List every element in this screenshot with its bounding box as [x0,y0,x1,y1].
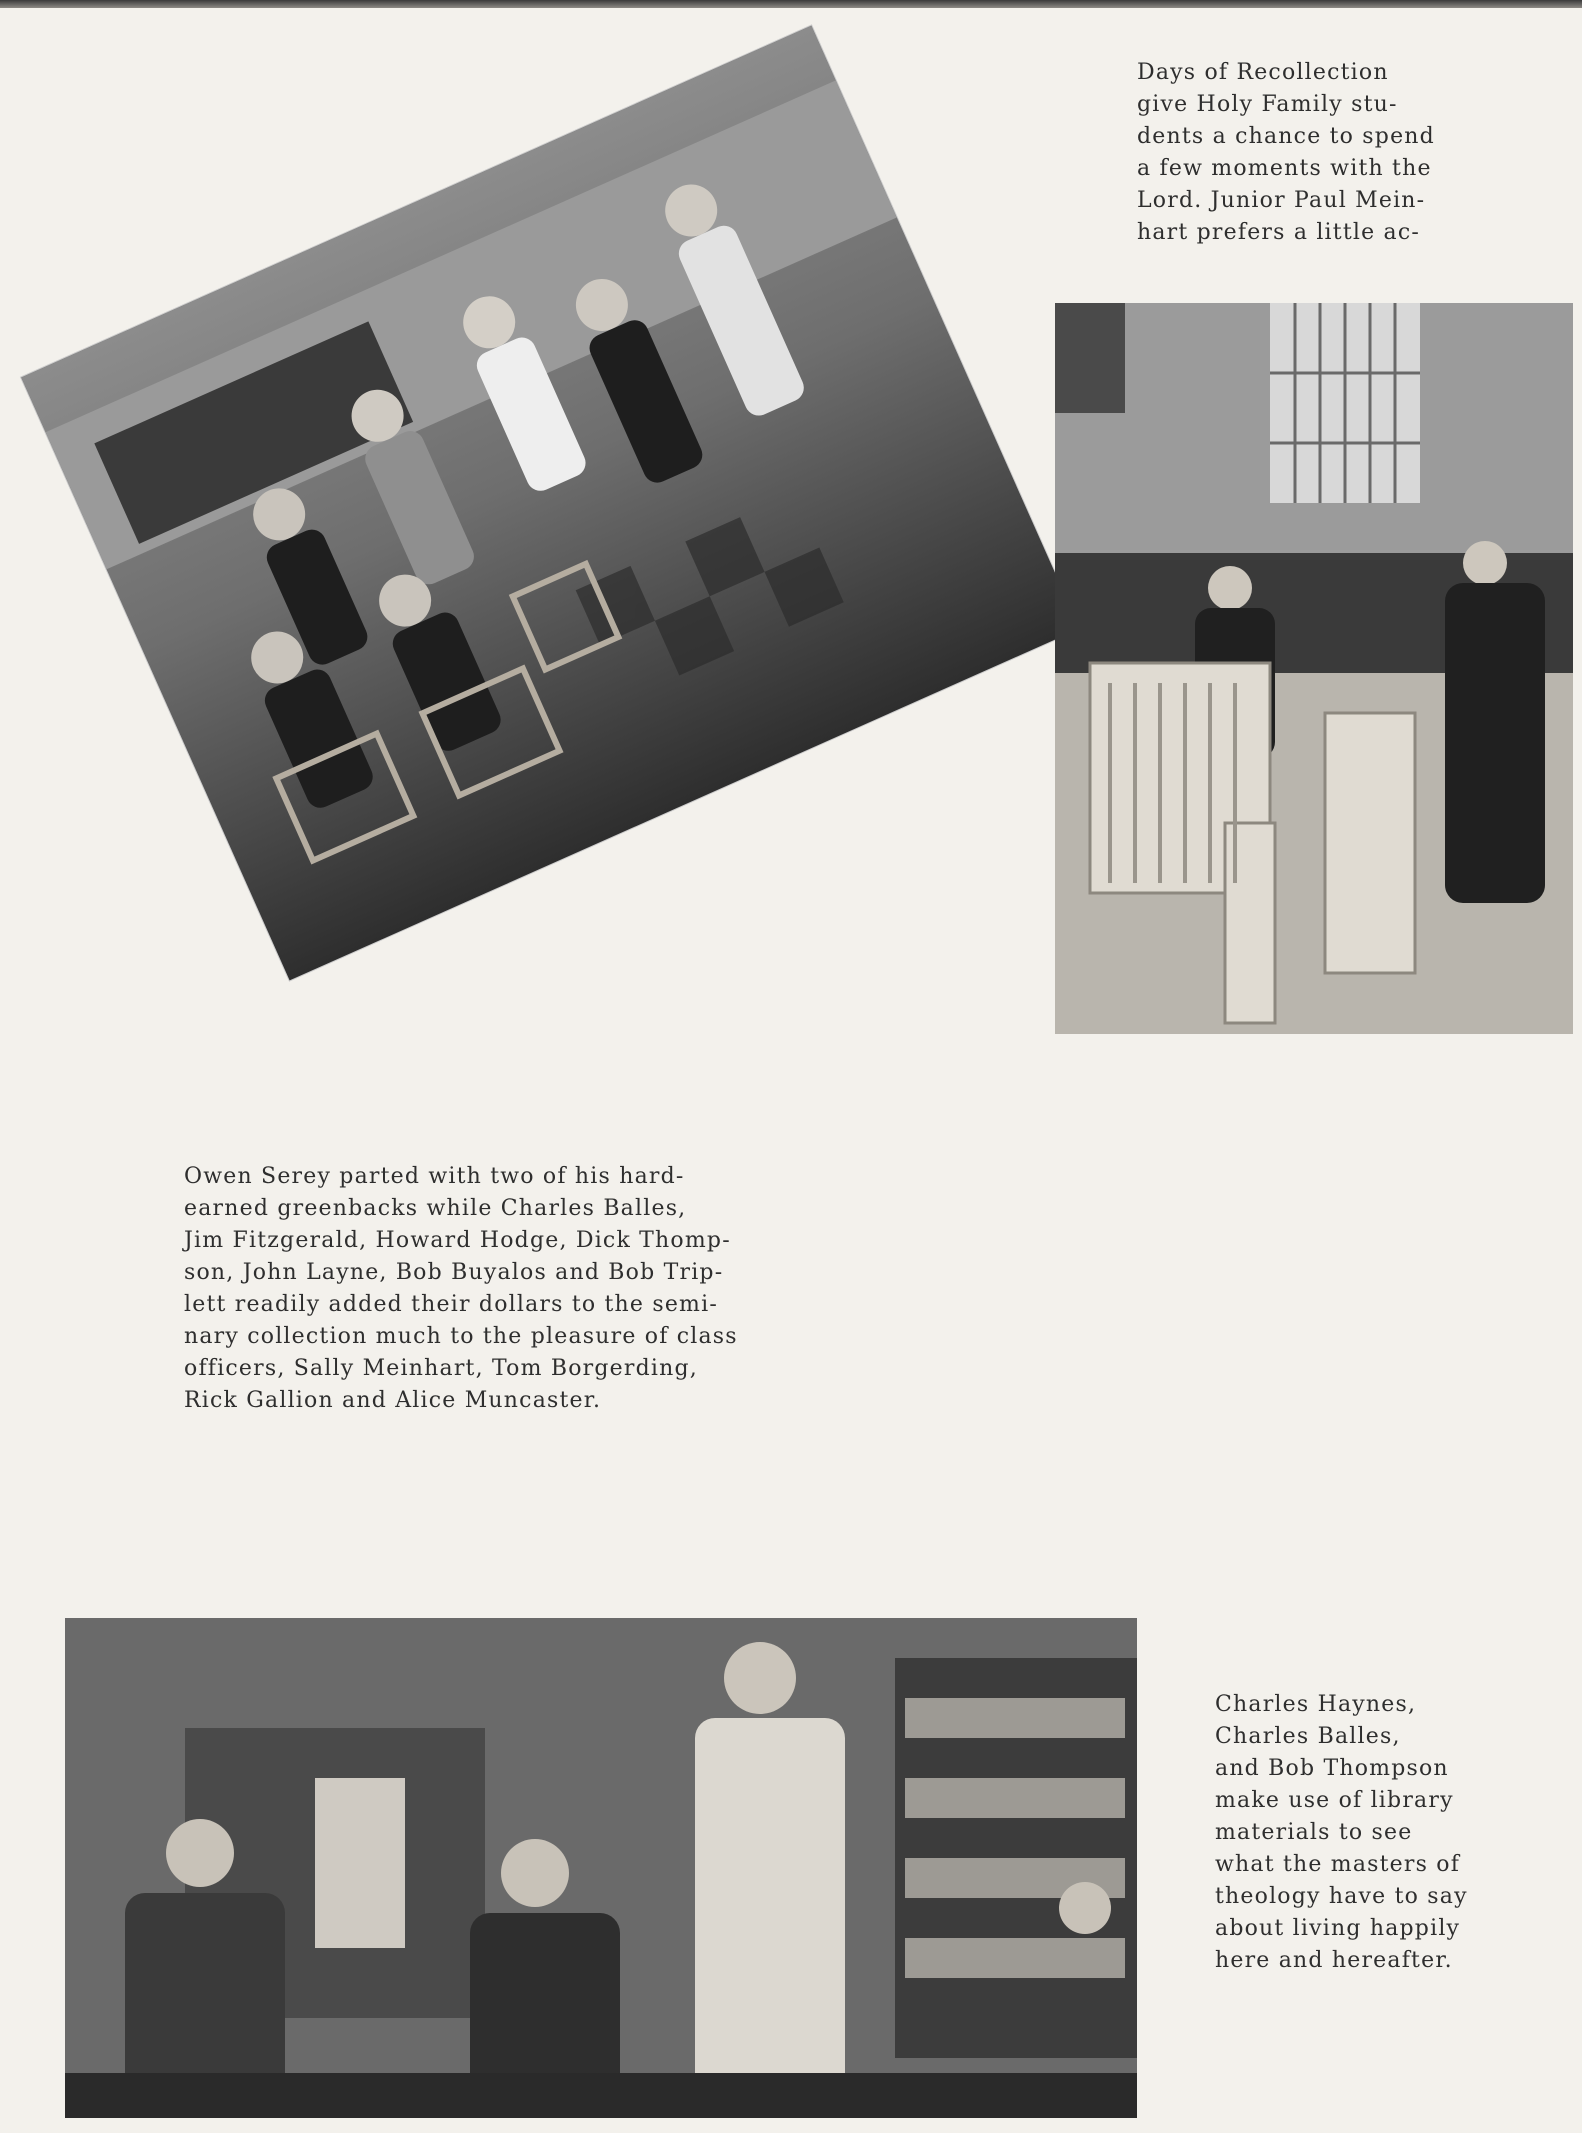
library-caption: Charles Haynes, Charles Balles, and Bob Thompson make use of library materials to see what the masters of theology have to say about living happily here and hereafter. [1215,1692,1468,1973]
recollection-caption: Days of Recollection give Holy Family stu- dents a chance to spend a few moments with the Lord. Junior Paul Mein- hart prefers a little ac- [1137,60,1435,245]
page-top-edge [0,0,1582,8]
classroom-collection-photo [21,26,1080,981]
library-study-photo [65,1618,1137,2118]
chapel-pews-photo [1055,303,1573,1034]
collection-caption: Owen Serey parted with two of his hard- earned greenbacks while Charles Balles, Jim Fitzgerald, Howard Hodge, Dick Thomp- son, John Layne, Bob Buyalos and Bob Trip- lett readily added their dollars to the semi- nary collection much to the pleasure of class officers, Sally Meinhart, Tom Borgerding, Rick Gallion and Alice Muncaster. [184,1164,738,1413]
